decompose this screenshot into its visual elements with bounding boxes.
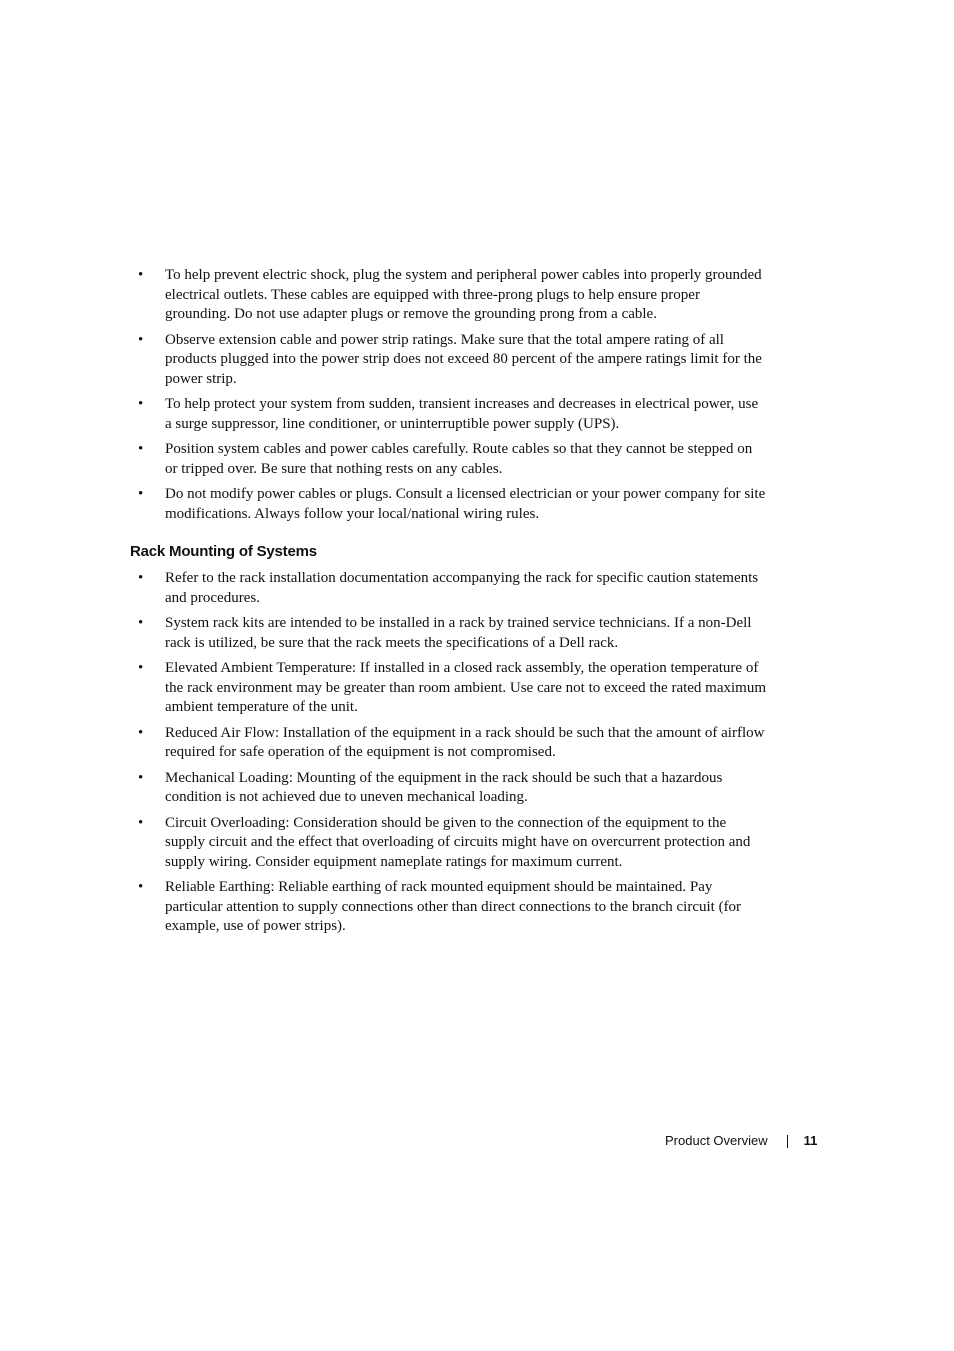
bullet-icon: •	[138, 570, 144, 586]
bullet-icon: •	[138, 814, 144, 831]
list-item	[138, 878, 768, 937]
bullet-icon: •	[138, 724, 144, 741]
bullet-icon: •	[138, 331, 144, 348]
footer-divider	[787, 1135, 788, 1148]
list-item	[138, 659, 768, 718]
page-number: 11	[803, 1133, 818, 1148]
list-item	[138, 614, 768, 653]
list-item-text: Do not modify power cables or plugs. Consult a licensed electrician or your power company for site modifications. Always follow your local/national wiring rules.	[165, 486, 766, 522]
page-footer	[665, 1132, 817, 1150]
section-heading: Rack Mounting of Systems	[130, 543, 317, 560]
list-item	[138, 485, 768, 524]
list-item	[138, 724, 768, 763]
list-item	[138, 569, 768, 608]
bullet-icon: •	[138, 769, 144, 786]
list-item-text: Position system cables and power cables carefully. Route cables so that they cannot be stepped on or tripped over. Be sure that nothing rests on any cables.	[165, 441, 753, 477]
safety-bullet-list	[138, 266, 768, 530]
list-item-text: Reliable Earthing: Reliable earthing of rack mounted equipment should be maintained. Pay particular attention to supply connections other than direct connections to the branch circuit (for example, use of power strips).	[165, 879, 742, 934]
rack-bullet-list	[138, 569, 768, 943]
list-item	[138, 266, 768, 325]
list-item	[138, 331, 768, 390]
list-item	[138, 395, 768, 434]
bullet-icon: •	[138, 441, 144, 457]
bullet-icon: •	[138, 486, 144, 502]
footer-section-title: Product Overview	[665, 1133, 768, 1148]
list-item-text: System rack kits are intended to be installed in a rack by trained service technicians. If a non-Dell rack is utilized, be sure that the rack meets the specifications of a Dell rack.	[165, 615, 752, 651]
bullet-icon: •	[138, 615, 144, 631]
list-item-text: Observe extension cable and power strip ratings. Make sure that the total ampere rating of all products plugged into the power strip does not exceed 80 percent of the ampere ratings limit for the power strip.	[165, 331, 762, 387]
bullet-icon: •	[138, 267, 144, 283]
list-item-text: Reduced Air Flow: Installation of the equipment in a rack should be such that the amount of airflow required for safe operation of the equipment is not compromised.	[165, 724, 765, 760]
list-item	[138, 769, 768, 808]
list-item-text: To help prevent electric shock, plug the system and peripheral power cables into properly grounded electrical outlets. These cables are equipped with three-prong plugs to help ensure proper grounding. Do not use adapter plugs or remove the grounding prong from a cable.	[165, 267, 762, 322]
list-item	[138, 814, 768, 873]
bullet-icon: •	[138, 396, 144, 412]
list-item-text: Elevated Ambient Temperature: If installed in a closed rack assembly, the operation temperature of the rack environment may be greater than room ambient. Use care not to exceed the rated maximum ambient temperature of the unit.	[165, 660, 767, 715]
bullet-icon: •	[138, 660, 144, 676]
list-item-text: Mechanical Loading: Mounting of the equipment in the rack should be such that a hazardous condition is not achieved due to uneven mechanical loading.	[165, 769, 723, 805]
list-item-text: Refer to the rack installation documentation accompanying the rack for specific caution statements and procedures.	[165, 570, 759, 606]
list-item-text: To help protect your system from sudden, transient increases and decreases in electrical power, use a surge suppressor, line conditioner, or uninterruptible power supply (UPS).	[165, 396, 759, 432]
list-item	[138, 440, 768, 479]
list-item-text: Circuit Overloading: Consideration should be given to the connection of the equipment to the supply circuit and the effect that overloading of circuits might have on overcurrent protection and supply wiring. Consider equipment nameplate ratings for maximum current.	[165, 814, 751, 870]
bullet-icon: •	[138, 879, 144, 895]
